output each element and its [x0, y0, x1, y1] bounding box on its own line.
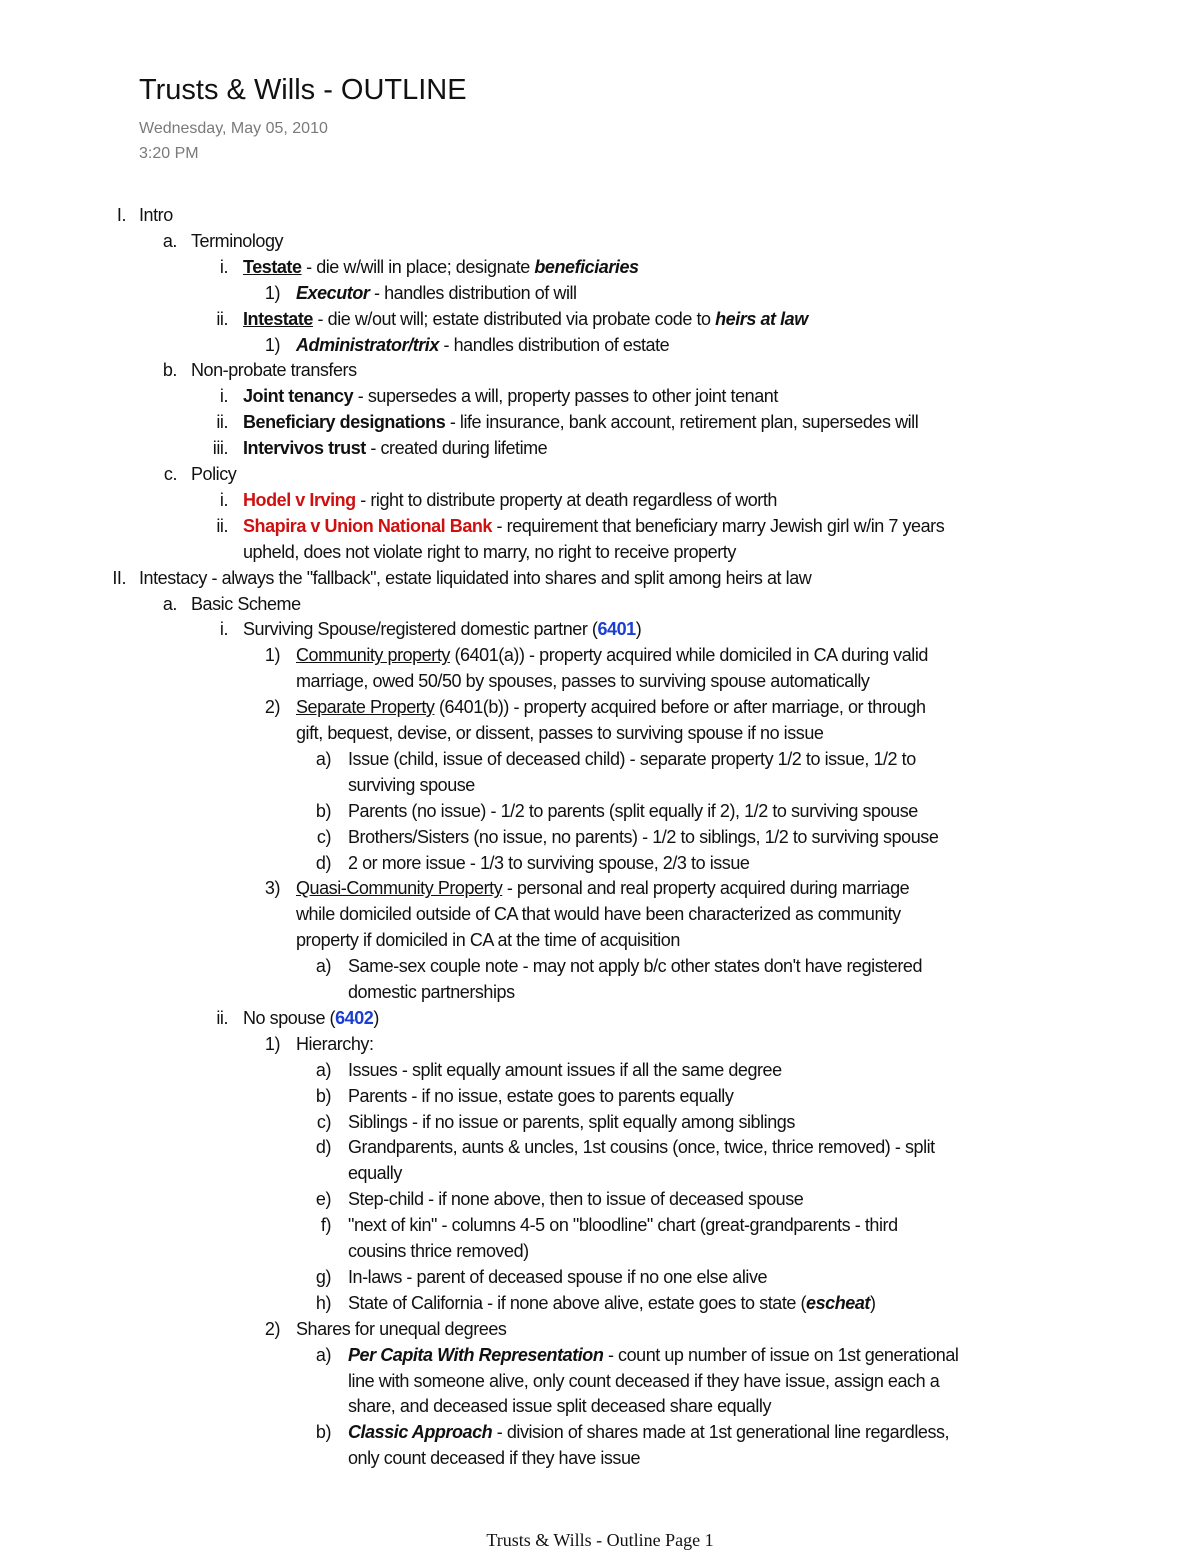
outline-run: Non-probate transfers	[191, 360, 357, 381]
outline-run: Surviving Spouse/registered domestic partner (	[243, 619, 598, 640]
outline-line	[0, 642, 1200, 668]
outline-run: Terminology	[191, 230, 284, 251]
outline-line	[0, 1445, 1200, 1471]
outline-run: - personal and real property acquired during marriage	[502, 878, 910, 899]
outline-run: Beneficiary designations	[243, 412, 446, 433]
outline-text	[243, 487, 777, 513]
outline-text	[348, 1290, 876, 1316]
note-date: Wednesday, May 05, 2010	[139, 120, 328, 137]
outline-text	[243, 513, 944, 539]
outline-text	[348, 1212, 898, 1238]
outline-run: Issues - split equally amount issues if all the same degree	[348, 1059, 782, 1080]
outline-marker: b)	[315, 1422, 331, 1443]
outline-run: 2 or more issue - 1/3 to surviving spouse, 2/3 to issue	[348, 852, 750, 873]
outline-run: Parents (no issue) - 1/2 to parents (split equally if 2), 1/2 to surviving spouse	[348, 800, 918, 821]
outline-marker: i.	[219, 489, 228, 510]
outline-text	[296, 332, 669, 358]
outline-text	[296, 927, 680, 953]
outline-run: - created during lifetime	[365, 438, 548, 459]
outline-marker: b.	[162, 360, 177, 381]
outline-line	[0, 668, 1200, 694]
outline-run: (6401(a)) - property acquired while domiciled in CA during valid	[449, 645, 928, 666]
outline-run: property if domiciled in CA at the time of acquisition	[296, 930, 680, 951]
outline-text	[243, 435, 547, 461]
outline-line	[0, 539, 1200, 565]
outline-marker: a)	[315, 1059, 331, 1080]
outline-text	[348, 1264, 767, 1290]
outline-run: line with someone alive, only count deceased if they have issue, assign each a	[348, 1370, 940, 1391]
page-title: Trusts & Wills - OUTLINE	[139, 74, 467, 106]
outline-run: - division of shares made at 1st generational line regardless,	[492, 1422, 950, 1443]
outline-line	[0, 1057, 1200, 1083]
outline-text	[296, 1031, 374, 1057]
outline-text	[191, 461, 236, 487]
note-time: 3:20 PM	[139, 145, 199, 162]
outline-run: Grandparents, aunts & uncles, 1st cousins (once, twice, thrice removed) - split	[348, 1137, 935, 1158]
outline-run: Classic Approach	[348, 1422, 493, 1443]
outline-text	[296, 668, 869, 694]
outline-run: gift, bequest, devise, or dissent, passes to surviving spouse if no issue	[296, 723, 824, 743]
outline-text	[348, 1160, 402, 1186]
outline-run: - requirement that beneficiary marry Jewish girl w/in 7 years	[492, 515, 945, 536]
outline-run: - life insurance, bank account, retirement plan, supersedes will	[445, 412, 919, 433]
outline-run: Brothers/Sisters (no issue, no parents) - 1/2 to siblings, 1/2 to surviving spouse	[348, 826, 939, 847]
outline-run: - handles distribution of estate	[438, 334, 670, 355]
code-section-ref: 6401	[597, 619, 636, 640]
outline-run: heirs at law	[715, 308, 808, 329]
outline-marker: d)	[315, 1137, 331, 1158]
outline-text	[348, 979, 515, 1005]
outline-run: share, and deceased issue split deceased share equally	[348, 1396, 771, 1417]
outline-run: State of California - if none above alive, estate goes to state (	[348, 1292, 807, 1313]
outline-run: In-laws - parent of deceased spouse if no one else alive	[348, 1266, 768, 1287]
outline-line	[0, 1186, 1200, 1212]
outline-line	[0, 772, 1200, 798]
outline-marker: c)	[316, 1111, 331, 1132]
outline-run: - right to distribute property at death regardless of worth	[355, 489, 777, 510]
case-name: Hodel v Irving	[243, 489, 356, 510]
outline-marker: b)	[315, 800, 331, 821]
outline-run: - handles distribution of will	[369, 282, 577, 303]
outline-text	[348, 1083, 733, 1109]
outline-line	[0, 798, 1200, 824]
outline-run: Separate Property	[296, 697, 435, 718]
outline-run: )	[373, 1007, 379, 1028]
outline-marker: I.	[116, 205, 126, 225]
outline-run: Issue (child, issue of deceased child) - separate property 1/2 to issue, 1/2 to	[348, 748, 916, 769]
outline-marker: 1)	[264, 282, 280, 303]
page-footer: Trusts & Wills - Outline Page 1	[486, 1530, 714, 1550]
outline-text	[348, 953, 922, 979]
outline-line	[0, 565, 1200, 591]
outline-marker: e)	[315, 1189, 331, 1210]
outline-marker: i.	[219, 256, 228, 277]
outline-marker: a)	[315, 1344, 331, 1365]
outline-text	[243, 409, 918, 435]
outline-marker: 1)	[264, 645, 280, 666]
outline-line	[0, 409, 1200, 435]
outline-run: - supersedes a will, property passes to other joint tenant	[353, 386, 778, 407]
outline-run: Intro	[139, 205, 173, 225]
outline-text	[243, 306, 808, 332]
outline-run: Shares for unequal degrees	[296, 1318, 507, 1339]
outline-run: Same-sex couple note - may not apply b/c other states don't have registered	[348, 956, 923, 977]
outline-run: Intestate	[243, 308, 313, 329]
outline-run: Policy	[191, 464, 237, 484]
outline-text	[348, 1342, 958, 1368]
outline-run: Intervivos trust	[243, 438, 366, 459]
outline-text	[348, 1238, 529, 1264]
outline-text	[243, 1005, 379, 1031]
outline-line	[0, 1264, 1200, 1290]
outline-run: while domiciled outside of CA that would have been characterized as community	[296, 904, 901, 925]
outline-run: Executor	[296, 282, 370, 303]
outline-line	[0, 616, 1200, 642]
outline-run: "next of kin" - columns 4-5 on "bloodline" chart (great-grandparents - third	[348, 1215, 898, 1236]
outline-run: Basic Scheme	[191, 593, 301, 614]
outline-line	[0, 746, 1200, 772]
outline-run: Joint tenancy	[243, 386, 354, 407]
outline-line	[0, 927, 1200, 953]
outline-text	[139, 202, 173, 228]
outline-run: domestic partnerships	[348, 982, 515, 1002]
outline-line	[0, 1005, 1200, 1031]
outline-run: No spouse (	[243, 1007, 336, 1028]
outline-run: surviving spouse	[348, 774, 475, 795]
outline-marker: c.	[163, 464, 177, 484]
outline-marker: ii.	[216, 412, 228, 433]
outline-marker: b)	[315, 1085, 331, 1106]
outline-line	[0, 461, 1200, 487]
outline-text	[243, 383, 778, 409]
outline-line	[0, 202, 1200, 228]
outline-line	[0, 1368, 1200, 1394]
outline-marker: i.	[219, 386, 228, 407]
outline-text	[348, 746, 916, 772]
outline-line	[0, 1134, 1200, 1160]
outline-text	[348, 798, 918, 824]
outline-line	[0, 1316, 1200, 1342]
outline-marker: ii.	[216, 308, 228, 329]
outline-text	[348, 1419, 949, 1445]
outline-marker: 1)	[264, 334, 280, 355]
outline-marker: a)	[315, 748, 331, 769]
outline-text	[296, 694, 926, 720]
outline-text	[296, 875, 909, 901]
outline-marker: ii.	[216, 515, 228, 536]
outline-text	[348, 772, 475, 798]
outline-text	[348, 1368, 939, 1394]
outline-text	[348, 1057, 782, 1083]
outline-run: - die w/out will; estate distributed via probate code to	[312, 308, 716, 329]
outline-text	[243, 616, 641, 642]
outline-line	[0, 875, 1200, 901]
outline-run: Parents - if no issue, estate goes to parents equally	[348, 1085, 734, 1106]
outline-run: Testate	[243, 256, 302, 277]
outline-text	[139, 565, 811, 591]
outline-text	[296, 280, 577, 306]
outline-text	[243, 254, 639, 280]
outline-text	[348, 1186, 803, 1212]
code-section-ref: 6402	[335, 1007, 374, 1028]
outline-run: beneficiaries	[534, 256, 639, 277]
outline-line	[0, 1212, 1200, 1238]
outline-run: Intestacy - always the "fallback", estate liquidated into shares and split among heirs at law	[139, 567, 812, 588]
outline-run: - count up number of issue on 1st generational	[603, 1344, 959, 1365]
outline-run: Administrator/trix	[296, 334, 439, 355]
outline-line	[0, 850, 1200, 876]
outline-line	[0, 1238, 1200, 1264]
outline-run: Community property	[296, 645, 450, 666]
outline-marker: i.	[219, 619, 228, 640]
outline-line	[0, 979, 1200, 1005]
outline-marker: a.	[162, 593, 177, 614]
outline-line	[0, 254, 1200, 280]
outline-line	[0, 591, 1200, 617]
outline-run: cousins thrice removed)	[348, 1241, 529, 1261]
outline-line	[0, 228, 1200, 254]
outline-line	[0, 357, 1200, 383]
outline-line	[0, 435, 1200, 461]
outline-text	[296, 642, 928, 668]
outline-text	[348, 1445, 640, 1471]
outline-line	[0, 487, 1200, 513]
outline-marker: f)	[320, 1215, 331, 1236]
outline-marker: 2)	[264, 697, 280, 718]
outline-marker: II.	[112, 567, 126, 588]
outline-marker: 1)	[264, 1033, 280, 1054]
outline-line	[0, 1393, 1200, 1419]
outline-text	[191, 228, 283, 254]
outline-line	[0, 901, 1200, 927]
outline-text	[348, 1109, 795, 1135]
outline-run: marriage, owed 50/50 by spouses, passes to surviving spouse automatically	[296, 671, 870, 692]
outline-text	[348, 1134, 935, 1160]
outline-text	[191, 357, 357, 383]
outline-line	[0, 280, 1200, 306]
outline-line	[0, 1342, 1200, 1368]
outline-text	[296, 901, 901, 927]
outline-line	[0, 1160, 1200, 1186]
outline-run: - die w/will in place; designate	[301, 256, 535, 277]
outline-line	[0, 1109, 1200, 1135]
outline-line	[0, 1031, 1200, 1057]
outline-run: Siblings - if no issue or parents, split equally among siblings	[348, 1111, 795, 1132]
outline-marker: a)	[315, 956, 331, 977]
outline-line	[0, 1419, 1200, 1445]
outline-line	[0, 383, 1200, 409]
outline-marker: ii.	[216, 1007, 228, 1028]
outline-run: )	[869, 1292, 876, 1313]
outline-text	[191, 591, 301, 617]
outline-line	[0, 1083, 1200, 1109]
outline-line	[0, 306, 1200, 332]
outline-line	[0, 513, 1200, 539]
outline-text	[348, 1393, 771, 1419]
outline-line	[0, 720, 1200, 746]
outline-run: Per Capita With Representation	[348, 1344, 604, 1365]
outline-text	[296, 1316, 506, 1342]
outline-marker: a.	[162, 230, 177, 251]
outline-run: Quasi-Community Property	[296, 878, 503, 899]
outline-run: escheat	[806, 1292, 870, 1313]
case-name: Shapira v Union National Bank	[243, 515, 492, 536]
outline-line	[0, 332, 1200, 358]
outline-run: equally	[348, 1163, 402, 1184]
outline-marker: iii.	[212, 438, 228, 459]
outline-text	[348, 850, 749, 876]
outline-marker: g)	[315, 1266, 331, 1287]
outline-run: Hierarchy:	[296, 1033, 374, 1054]
outline-line	[0, 953, 1200, 979]
outline-text	[348, 824, 938, 850]
outline-run: Step-child - if none above, then to issue of deceased spouse	[348, 1189, 804, 1210]
outline-marker: c)	[316, 826, 331, 847]
outline-run: )	[635, 619, 642, 640]
outline-text	[296, 720, 823, 746]
outline-text	[243, 539, 736, 565]
outline-run: (6401(b)) - property acquired before or after marriage, or through	[434, 697, 926, 718]
outline-marker: h)	[315, 1292, 331, 1313]
outline-run: only count deceased if they have issue	[348, 1448, 641, 1469]
outline-line	[0, 824, 1200, 850]
outline-line	[0, 694, 1200, 720]
outline-line	[0, 1290, 1200, 1316]
outline-marker: 2)	[264, 1318, 280, 1339]
outline-marker: d)	[315, 852, 331, 873]
outline-marker: 3)	[264, 878, 280, 899]
outline-run: upheld, does not violate right to marry, no right to receive property	[243, 541, 736, 562]
